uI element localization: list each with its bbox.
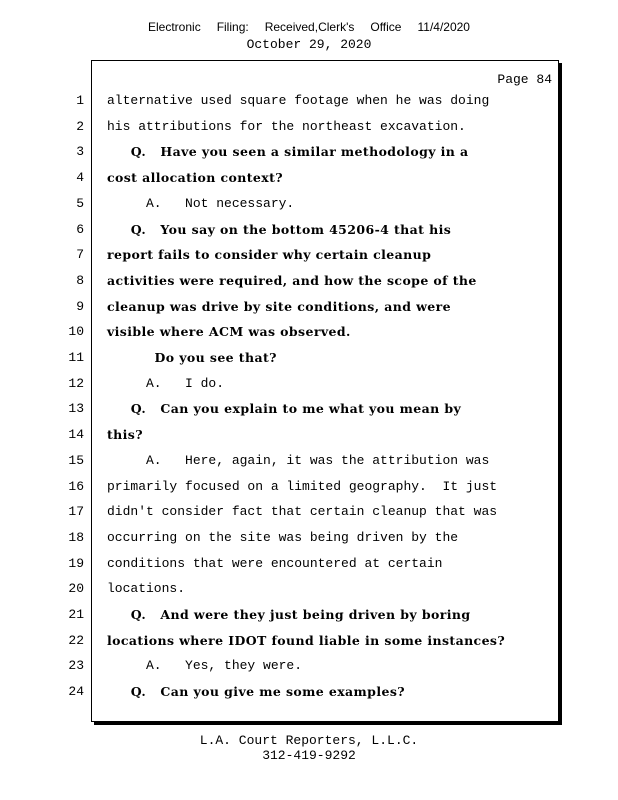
line-text: Do you see that? [107,350,277,365]
transcript-line [0,530,618,550]
line-text: Q. Have you seen a similar methodology in a [107,144,469,160]
filing-stamp [0,20,618,34]
transcript-line [0,658,618,678]
line-number: 19 [68,555,84,571]
transcript-line [0,556,618,576]
transcript-line [0,427,618,447]
line-number: 3 [76,144,84,160]
line-number: 22 [68,632,84,648]
transcript-line [0,401,618,421]
transcript-line [0,247,618,267]
line-number: 2 [76,118,84,134]
transcript-line [0,93,618,113]
line-number: 18 [68,529,84,545]
transcript-line [0,350,618,370]
line-number: 8 [76,272,84,288]
stamp-filing: Filing: [216,20,249,34]
line-text: conditions that were encountered at certain [107,555,443,571]
line-number: 10 [68,324,84,340]
page-number: Page 84 [497,72,552,87]
stamp-electronic: Electronic [148,20,201,34]
transcript-line [0,453,618,473]
line-text: cleanup was drive by site conditions, and were [107,298,451,314]
line-text: locations where IDOT found liable in some instances? [107,632,506,648]
line-text: occurring on the site was being driven by the [107,529,459,545]
transcript-line [0,376,618,396]
line-text: Q. Can you explain to me what you mean by [107,401,462,417]
line-text: Q. You say on the bottom 45206-4 that his [107,221,452,237]
line-number: 5 [76,195,84,211]
transcript-line [0,273,618,293]
stamp-received: Received,Clerk's [264,20,355,34]
line-text: primarily focused on a limited geography. It just [107,478,498,494]
stamp-office: Office [370,20,402,34]
line-text: Q. Can you give me some examples? [107,684,405,700]
line-number: 16 [68,478,84,494]
line-number: 1 [76,93,84,108]
line-number: 12 [68,375,84,391]
transcript-line [0,299,618,319]
line-number: 7 [76,247,84,263]
line-text: A. Here, again, it was the attribution was [107,452,490,468]
reporter-company: L.A. Court Reporters, L.L.C. [199,733,419,748]
line-text: this? [107,427,143,443]
stamp-date: 11/4/2020 [417,20,470,34]
line-number: 21 [68,607,84,622]
line-text: alternative used square footage when he was doing [107,93,490,108]
line-number: 24 [68,684,84,700]
line-number: 4 [76,170,84,186]
transcript-line [0,144,618,164]
reporter-phone: 312-419-9292 [262,748,356,763]
line-text: Q. And were they just being driven by boring [107,607,471,622]
line-text: cost allocation context? [107,170,283,186]
line-text: report fails to consider why certain cleanup [107,247,432,263]
transcript-line [0,581,618,601]
line-text: his attributions for the northeast excavation. [107,118,466,134]
deposition-date: October 29, 2020 [246,37,372,52]
line-text: A. I do. [107,375,225,391]
line-number: 9 [76,298,84,314]
transcript-line [0,222,618,242]
transcript-line [0,479,618,499]
transcript-line [0,324,618,344]
line-text: activities were required, and how the scope of the [107,272,477,288]
transcript-line [0,196,618,216]
transcript-line [0,633,618,653]
line-text: didn't consider fact that certain cleanup that was [107,504,498,520]
line-number: 15 [68,452,84,468]
line-number: 14 [68,427,84,443]
transcript-line [0,607,618,627]
line-text: visible where ACM was observed. [107,324,351,340]
transcript-line [0,170,618,190]
line-number: 6 [76,221,84,237]
line-number: 17 [68,504,84,520]
line-text: A. Not necessary. [107,195,295,211]
footer [0,733,618,763]
line-number: 23 [68,658,84,674]
line-text: locations. [107,581,186,597]
line-number: 11 [68,350,84,365]
line-number: 20 [68,581,84,597]
line-text: A. Yes, they were. [107,658,303,674]
transcript-line [0,119,618,139]
transcript-line [0,504,618,524]
line-number: 13 [68,401,84,417]
transcript-line [0,684,618,704]
